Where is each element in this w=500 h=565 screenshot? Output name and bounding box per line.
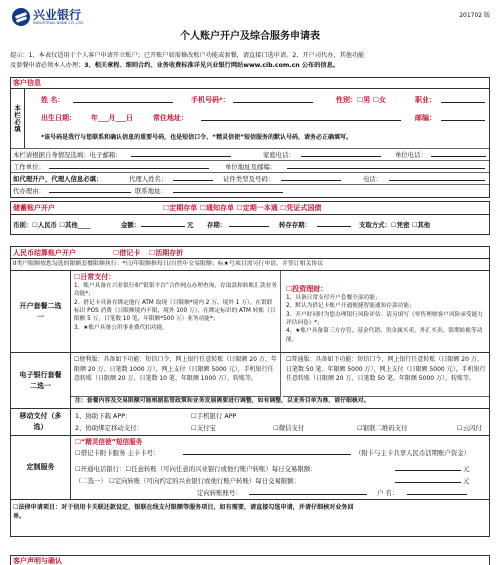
job-label: 职业： bbox=[415, 96, 436, 104]
rmb-header bbox=[11, 247, 489, 259]
email-label: 本栏请根据自身情况选填：电子邮箱： bbox=[13, 151, 122, 159]
ebank-note: 注：套餐内容及交易限额可能根据监管政策和业务发展需要进行调整，如有调整，以业务目单为准，请仔细核对。 bbox=[75, 398, 370, 404]
account-name-field[interactable] bbox=[407, 488, 467, 495]
optional-row-2 bbox=[11, 161, 489, 173]
ebank-convenient[interactable] bbox=[71, 353, 281, 397]
agent-contact-label: 联系地址： bbox=[135, 187, 167, 195]
work-address-label: 单位地址及邮编： bbox=[225, 163, 277, 171]
package-daily-title[interactable]: ☐日常支付： bbox=[74, 273, 116, 281]
job-field[interactable] bbox=[441, 96, 485, 103]
any-transfer-yuan: 元 bbox=[463, 465, 470, 473]
required-side-label: 本栏必填 bbox=[11, 89, 25, 148]
fixed-transfer-yuan: 元 bbox=[463, 477, 470, 485]
package-invest-item-4: 4、★账户具备第三方存管、基金代销、贵金属买卖、外汇买卖、银期转账等功能。 bbox=[286, 328, 483, 343]
optional-row-1 bbox=[11, 149, 489, 161]
notice-line-2 bbox=[10, 61, 490, 71]
postcode-label: 邮编： bbox=[415, 114, 436, 122]
sub-card-note: （附卡与主卡共享人民币活期账户资金） bbox=[355, 449, 471, 457]
form-title: 个人账户开户及综合服务申请表 bbox=[180, 31, 320, 42]
alipay-option[interactable]: ☐支付宝 bbox=[191, 424, 216, 432]
savings-detail-row bbox=[11, 215, 489, 234]
agent-row-1 bbox=[11, 173, 489, 185]
savings-amount-label: 金额： bbox=[121, 221, 141, 229]
savings-pay-method[interactable]: 支取方式：☐凭密 ☐其他 bbox=[359, 221, 431, 229]
class2-note-row bbox=[11, 259, 489, 271]
custom-service-label: 定制服务 bbox=[11, 436, 71, 499]
bank-logo-icon bbox=[12, 8, 30, 26]
ebank-standard-text[interactable]: ☐普通版：具备如下功能：短信口令、网上银行任意转账（日限额 20 万、日笔数 50 笔、年限额 5000 万），网上支付（日限额 5000 元），手机银行任意转账（日限额 20 万、日笔数 50 笔、年限额 5000 万），转账等。 bbox=[286, 356, 486, 383]
notice-line-2a: 及套餐申请必须本人办理； bbox=[10, 62, 85, 69]
package-row bbox=[11, 271, 489, 353]
gender-options[interactable]: 性别：☐男 ☐女 bbox=[336, 96, 386, 104]
phone-bank-any-transfer[interactable]: ☐开通电话银行：☐任意转账（可向任意的兴业银行或他行账户转账）每日交易限额： bbox=[75, 465, 317, 473]
agent-reason-field[interactable] bbox=[49, 186, 131, 193]
main-card-number-field[interactable] bbox=[183, 448, 351, 455]
agent-row-2 bbox=[11, 185, 489, 197]
birth-date-field[interactable]: 年___月___日 bbox=[91, 114, 133, 122]
any-transfer-limit-field[interactable] bbox=[395, 464, 461, 471]
phone-bank-fixed-transfer[interactable]: （二选一） ☐定向转账（可向约定的兴业银行或他行账户转账）每日交易限额： bbox=[75, 477, 301, 485]
fixed-transfer-limit-field[interactable] bbox=[395, 476, 461, 483]
quickpass-option[interactable]: ☐云闪付 bbox=[457, 424, 482, 432]
package-daily[interactable] bbox=[71, 271, 281, 352]
fixed-account-field[interactable] bbox=[249, 488, 367, 495]
agent-intro: 如代理开户，代理人信息必填： bbox=[13, 175, 103, 183]
agent-phone-label: 电话： bbox=[363, 175, 383, 183]
mobile-pay-row bbox=[11, 409, 489, 436]
package-daily-item-3: 3、★账户具备公用事业费代扣功能。 bbox=[74, 324, 169, 331]
other-apply-line-1[interactable]: ☐法律申请项目：对于信用卡关联还款设定，银联在线支付限额等服务项目，如有需要，请直接勾选申请，并请仔细核对业务回 bbox=[13, 504, 354, 511]
ebank-row bbox=[11, 353, 489, 409]
other-apply-row bbox=[11, 500, 489, 525]
custom-service-row bbox=[11, 436, 489, 500]
home-phone-field[interactable] bbox=[301, 150, 381, 157]
rmb-title: 人民币结算账户开户 bbox=[13, 249, 76, 257]
birth-label: 出生日期： bbox=[41, 114, 76, 122]
notice-line-2b: 3、相关章程、细则合约、业务收费标准详见兴业银行网站www.cib.com.cn 公布的信息。 bbox=[84, 62, 339, 69]
account-name-label: 户 名： bbox=[377, 489, 399, 497]
rmb-section bbox=[10, 246, 490, 537]
address-label: 常住地址： bbox=[153, 114, 188, 122]
mobile-app-option[interactable]: ☐手机银行 APP bbox=[191, 412, 237, 420]
postcode-field[interactable] bbox=[441, 114, 485, 121]
savings-term-label: 存期： bbox=[207, 221, 227, 229]
class2-note: II类户限额按您勾选的限额套餐限额执行：*日/年限额指每日/自然年交易限额；标★号项目需另行申请，并签订相关协议 bbox=[13, 261, 324, 267]
form-version: 201702 版 bbox=[459, 12, 490, 19]
sub-card-option[interactable]: ☐借记卡附卡服务 主卡卡号： bbox=[75, 449, 160, 457]
package-invest[interactable] bbox=[283, 283, 489, 352]
agent-id-label: 证件类型及号码： bbox=[223, 175, 275, 183]
savings-rollover-label: 转存存期： bbox=[279, 221, 311, 229]
unionpay-qr-option[interactable]: ☐银联二维码支付 bbox=[357, 424, 408, 432]
header bbox=[8, 6, 492, 28]
mobile-label: 手机号码*： bbox=[191, 96, 230, 104]
agent-name-field[interactable] bbox=[173, 174, 213, 181]
agent-contact-field[interactable] bbox=[173, 186, 283, 193]
declaration-section bbox=[10, 555, 490, 565]
customer-info-section bbox=[10, 77, 490, 198]
address-field[interactable] bbox=[201, 114, 401, 121]
savings-yuan: 元 bbox=[187, 221, 194, 229]
agent-name-label: 代理人姓名： bbox=[129, 175, 168, 183]
package-invest-item-1: 1、具备日常支付开户套餐全部功能； bbox=[286, 294, 381, 301]
agent-phone-field[interactable] bbox=[389, 174, 485, 181]
agent-id-field[interactable] bbox=[281, 174, 341, 181]
sms-service-option[interactable]: ☐“精灵信使”短信服务 bbox=[75, 438, 143, 446]
mobile-note: *该号码是我行与您联系和确认信息的重要号码，也是短信口令、“精灵信使”短信服务的默认号码，请务必正确填写。 bbox=[41, 134, 353, 141]
fixed-account-label: 定向转账账号： bbox=[197, 489, 242, 497]
wechat-pay-option[interactable]: ☐微信支付 bbox=[273, 424, 305, 432]
mobile-pay-label: 移动支付（多选） bbox=[11, 409, 71, 435]
mobile-bind-label: 2、协助绑定移动支付： bbox=[75, 424, 143, 432]
customer-info-title: 客户信息 bbox=[11, 78, 489, 89]
employer-label: 工作单位： bbox=[13, 163, 45, 171]
declaration-title: 客户声明与确认 bbox=[13, 557, 62, 565]
savings-term-field[interactable] bbox=[229, 220, 269, 227]
package-label: 开户套餐二选一 bbox=[11, 271, 71, 352]
notice bbox=[10, 51, 490, 71]
employer-field[interactable] bbox=[49, 162, 209, 169]
package-invest-title[interactable]: ☐投资理财： bbox=[286, 285, 328, 293]
required-block bbox=[11, 89, 489, 149]
ebank-label: 电子银行套餐二选一 bbox=[11, 353, 71, 408]
name-field[interactable] bbox=[73, 96, 173, 103]
savings-currency[interactable]: 币别：☐人民币 ☐其他____ bbox=[13, 221, 91, 229]
package-daily-item-1: 1、账户具备在兴业银行和“银银平台”合作网点办理查询、存取款和转账汇款业务功能*； bbox=[74, 282, 277, 298]
savings-section bbox=[10, 201, 490, 235]
ebank-standard[interactable] bbox=[283, 353, 489, 397]
mobile-app-label: 1、协助下载 APP： bbox=[75, 412, 132, 420]
work-phone-label: 单位电话： bbox=[395, 151, 427, 159]
ebank-convenient-text[interactable]: ☐便利版：具备如下功能：短信口令、网上银行任意转账（日限额 20 万、年限额 20 万、日笔数 1000 万），网上支付（日限额 5000 元），手机银行任意转账（日限额 20 万、日笔数 10 笔、年限额 1000 万）、转账等。 bbox=[74, 356, 277, 383]
notice-line-1: 提示：1、本表仅适用于个人客户申请开立账户；已开账户如需修改账户功能或套餐，请直接口选申请。2、开户司代办，其他功能 bbox=[10, 52, 365, 59]
package-invest-item-2: 2、默认为借记卡账户开通便捷智能通知存款功能； bbox=[286, 303, 415, 310]
savings-options[interactable]: ☐定期存单 ☐通知存单 ☐定期一本通 ☐凭证式国债 bbox=[163, 204, 322, 212]
bank-name-en: INDUSTRIAL BANK CO.,LTD. bbox=[33, 20, 85, 25]
email-field[interactable] bbox=[131, 150, 231, 157]
package-daily-item-2: 2、借记卡具备在绑定他行 ATM 取现（日限额*境内 2 万、境外 1 万），在银联标识 POS 消费（日限额境内不限、境外 100 万），在绑定标识的 ATM 转账（日限额 5 万，日笔数 10 笔，年限额*500 万）业务功能*； bbox=[74, 299, 276, 323]
package-invest-item-3: 3、开户时同时为您办理银行风险评估：请另填写《零售理财客户风险承受能力评估问卷》*； bbox=[286, 311, 483, 326]
agent-reason-label: 代办理由： bbox=[13, 187, 45, 195]
bank-name: 兴业银行 bbox=[33, 7, 82, 22]
other-apply-line-2: 单。 bbox=[13, 513, 26, 520]
savings-amount-field[interactable] bbox=[141, 220, 185, 227]
home-phone-label: 家庭电话： bbox=[263, 151, 295, 159]
savings-rollover-field[interactable] bbox=[317, 220, 351, 227]
savings-header bbox=[11, 202, 489, 215]
rmb-card-option[interactable]: ☐借记卡 bbox=[113, 249, 141, 257]
savings-title: 储蓄账户开户 bbox=[13, 204, 55, 212]
work-phone-field[interactable] bbox=[431, 150, 486, 157]
rmb-passbook-option[interactable]: ☐活期存折 bbox=[149, 249, 184, 257]
work-address-field[interactable] bbox=[287, 162, 485, 169]
name-label: 姓 名： bbox=[41, 96, 65, 104]
mobile-field[interactable] bbox=[233, 96, 313, 103]
bank-logo bbox=[12, 8, 84, 26]
